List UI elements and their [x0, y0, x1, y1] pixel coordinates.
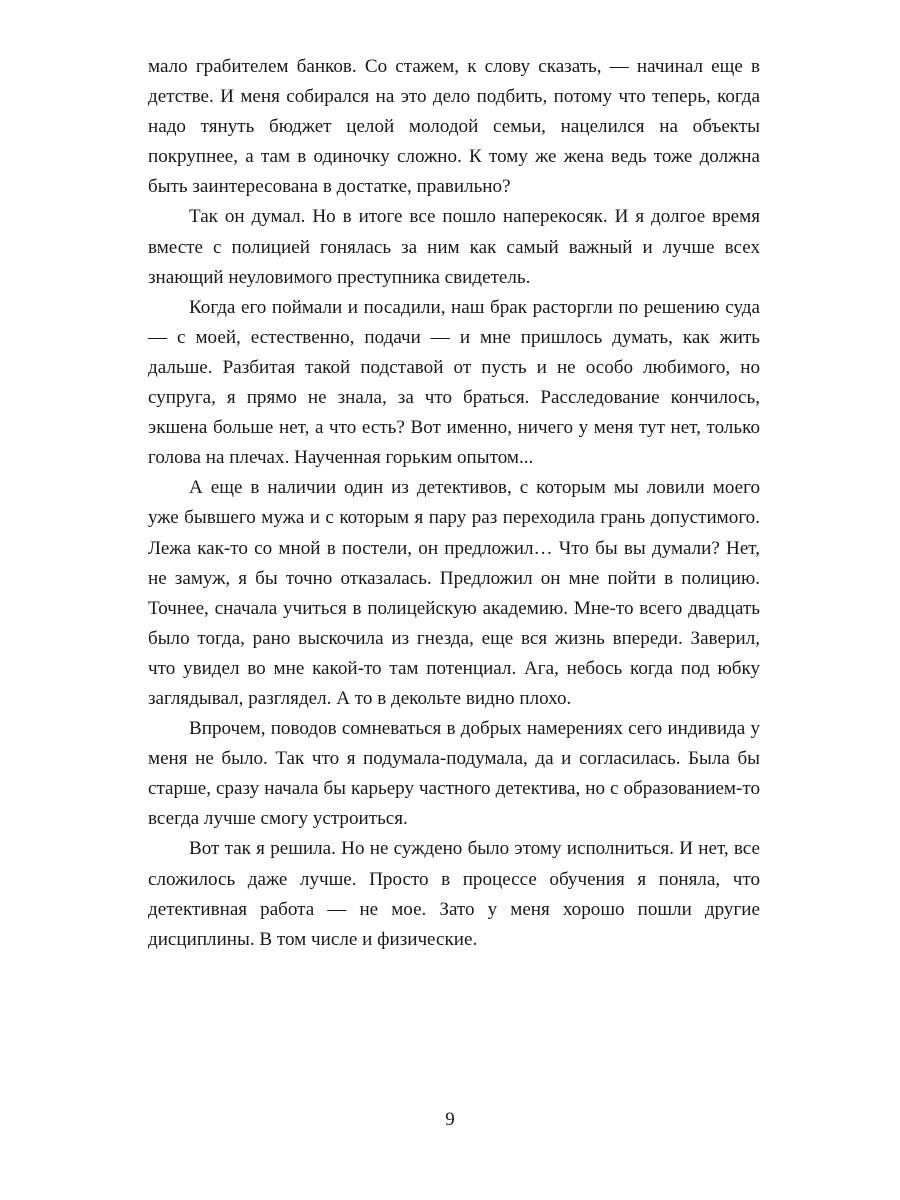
paragraph: мало грабителем банков. Со стажем, к слову сказать, — начинал еще в детстве. И меня собирался на это дело подбить, потому что теперь, когда надо тянуть бюджет целой молодой семьи, нацелился на объекты покрупнее, а там в одиночку сложно. К тому же жена ведь тоже должна быть заинтересована в достатке, правильно? — [148, 56, 760, 198]
page-number: 9 — [445, 1109, 455, 1130]
page-text-column — [148, 52, 760, 955]
paragraph: А еще в наличии один из детективов, с которым мы ловили моего уже бывшего мужа и с которым я пару раз переходила грань допустимого. Лежа как-то со мной в постели, он предложил… Что бы вы думали? Нет, не замуж, я бы точно отказалась. Предложил он мне пойти в полицию. Точнее, сначала учиться в полицейскую академию. Мне-то всего двадцать было тогда, рано выскочила из гнезда, еще вся жизнь впереди. Заверил, что увидел во мне какой-то там потенциал. Ага, небось когда под юбку заглядывал, разглядел. А то в декольте видно плохо. — [148, 477, 760, 709]
paragraph: Впрочем, поводов сомневаться в добрых намерениях сего индивида у меня не было. Так что я подумала-подумала, да и согласилась. Была бы старше, сразу начала бы карьеру частного детектива, но с образованием-то всегда лучше смогу устроиться. — [148, 718, 760, 830]
paragraph: Так он думал. Но в итоге все пошло наперекосяк. И я долгое время вместе с полицией гонялась за ним как самый важный и лучше всех знающий неуловимого преступника свидетель. — [148, 206, 760, 288]
paragraph: Вот так я решила. Но не суждено было этому исполниться. И нет, все сложилось даже лучше. Просто в процессе обучения я поняла, что детективная работа — не мое. Зато у меня хорошо пошли другие дисциплины. В том числе и физические. — [148, 838, 760, 950]
paragraph: Когда его поймали и посадили, наш брак расторгли по решению суда — с моей, естественно, подачи — и мне пришлось думать, как жить дальше. Разбитая такой подставой от пусть и не особо любимого, но супруга, я прямо не знала, за что браться. Расследование кончилось, экшена больше нет, а что есть? Вот именно, ничего у меня тут нет, только голова на плечах. Наученная горьким опытом... — [148, 296, 760, 469]
